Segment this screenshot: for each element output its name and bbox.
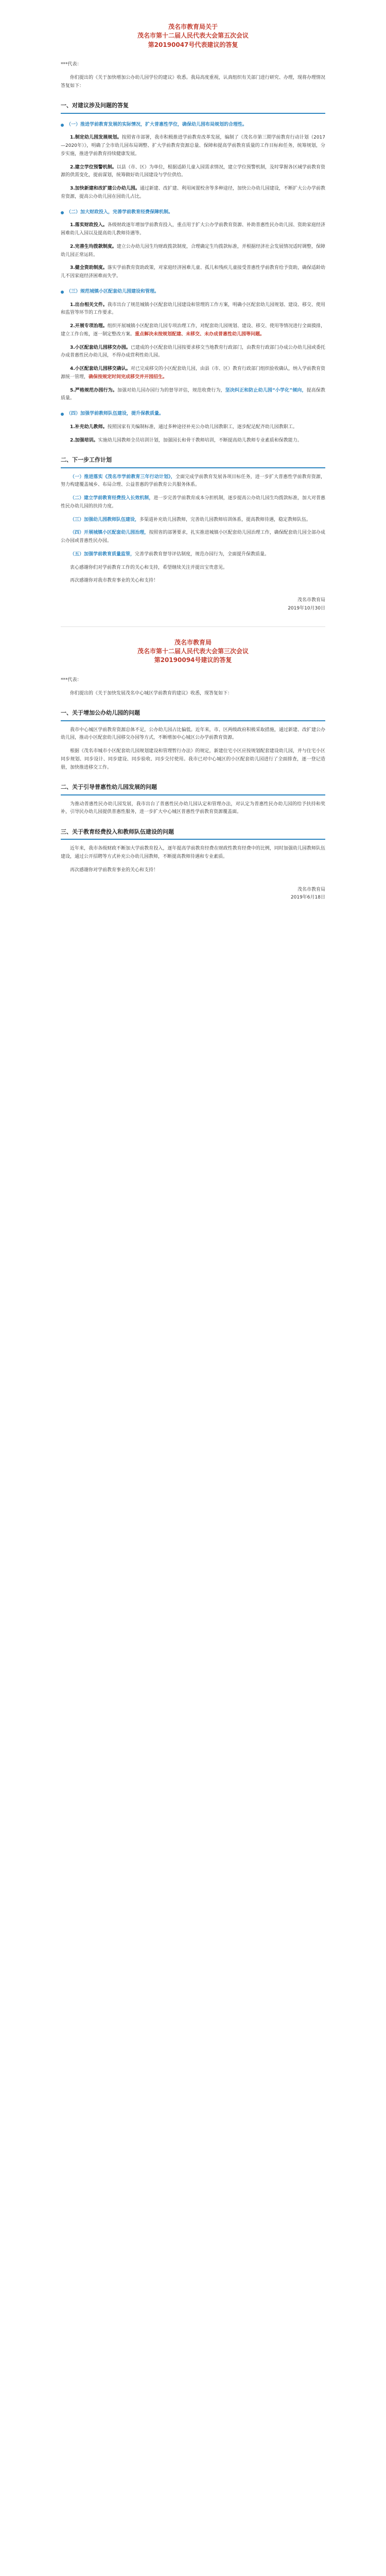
item-lead: 4.小区配套幼儿园移交确认。 — [70, 366, 131, 372]
doc1-item-4-1 — [61, 423, 325, 432]
item-text: 实施幼儿园教师全员培训计划，加强园长和骨干教师培训，不断提高幼儿教师专业素质和保教能力。 — [98, 437, 302, 443]
doc1-plan-3 — [61, 516, 325, 524]
item-text: 提高保教质量。 — [61, 387, 325, 401]
plan-lead: （三）加强幼儿园教师队伍建设， — [70, 517, 140, 522]
doc1-plan-4 — [61, 529, 325, 546]
item-text: 以县（市、区）为单位，根据适龄儿童入园需求情况，建立学位预警机制，及时掌握各区域学前教育资源的供需变化，提前谋划，统筹做好幼儿园建设与学位供给。 — [61, 164, 325, 178]
doc2-section-2-heading: 二、关于引导普惠性幼儿园发展的问题 — [61, 784, 157, 791]
item-lead: 2.建立学位预警机制。 — [70, 164, 117, 170]
plan-text: 全面完成学前教育发展各项目标任务，进一步扩大普惠性学前教育资源，努力构建覆盖城乡、布局合理、公益普惠的学前教育公共服务体系。 — [61, 474, 325, 488]
bullet-dot-icon — [61, 124, 64, 127]
doc2-section-1-heading: 一、关于增加公办幼儿园的问题 — [61, 709, 140, 717]
doc1-subtitle-2 — [61, 209, 325, 217]
doc2-section-3-title — [61, 827, 325, 840]
section-rule — [61, 794, 325, 795]
item-lead: 1.制定幼儿园发展规划。 — [70, 135, 122, 141]
doc1-greeting: ***代表： — [61, 62, 82, 67]
doc1-thanks: 再次感谢你对我市教育事业的关心和支持！ — [70, 578, 159, 584]
doc1-item-2-2 — [61, 243, 325, 260]
doc1-subtitle-4 — [61, 410, 325, 418]
doc2-signature: 茂名市教育局 — [297, 887, 325, 892]
item-text: 通过新建、改扩建、利用闲置校舍等多种途径，加快公办幼儿园建设，不断扩大公办学前教育资源，提高公办幼儿园在园幼儿占比。 — [61, 186, 325, 199]
plan-text: 完善学前教育督导评估制度，规范办园行为，全面提升保教质量。 — [135, 551, 270, 557]
doc2-sec1-para-2: 根据《茂名市城市小区配套幼儿园规划建设和管理暂行办法》的规定，新建住宅小区应按规划配套建设幼儿园，并与住宅小区同步规划、同步设计、同步建设、同步验收、同步交付使用。我市已对中心城区的小区配套幼儿园进行了全面排查，逐一登记造册，加快推进移交工作。 — [61, 749, 325, 770]
doc1-subtitle-4-text: （四）加强学前教师队伍建设，提升保教质量。 — [66, 411, 164, 417]
item-lead: 3.加快新建和改扩建公办幼儿园。 — [70, 186, 140, 192]
doc2-title-line-3: 第20190094号建议的答复 — [154, 656, 232, 664]
plan-text: 按照省的部署要求，扎实推进城镇小区配套幼儿园治理工作，确保配套幼儿园全部办成公办园或普惠性民办园。 — [61, 530, 325, 544]
item-text: 对已完成移交的小区配套幼儿园，由县（市、区）教育行政部门组织验收确认，纳入学前教育资源统一管理， — [61, 366, 325, 380]
doc2-section-3-heading: 三、关于教育经费投入和教师队伍建设的问题 — [61, 828, 174, 836]
item-lead: 1.落实财政投入。 — [70, 223, 108, 228]
doc1-item-4-2 — [61, 437, 325, 445]
section-rule — [61, 720, 325, 721]
item-text: 加强对幼儿园办园行为的督导评估，规范收费行为， — [117, 387, 225, 393]
item-lead: 5.严格规范办园行为。 — [70, 387, 117, 393]
item-lead: 1.补充幼儿教师。 — [70, 424, 108, 430]
doc1-title — [61, 23, 325, 49]
doc1-subtitle-1 — [61, 121, 325, 129]
doc1-item-1-3 — [61, 185, 325, 201]
doc2-thanks: 再次感谢你对学前教育事业的关心和支持！ — [70, 867, 159, 873]
item-lead: 3.健全资助制度。 — [70, 265, 108, 271]
bullet-dot-icon — [61, 211, 64, 214]
doc1-plan-5 — [61, 551, 325, 559]
bullet-dot-icon — [61, 291, 64, 294]
doc1-closing: 衷心感谢你们对学前教育工作的关心和支持，希望继续关注并提出宝贵意见。 — [70, 565, 228, 570]
item-text: 建立公办幼儿园生均财政拨款制度，合理确定生均拨款标准，并根据经济社会发展情况适时调整，保障幼儿园正常运转。 — [61, 244, 325, 258]
doc2-section-1-title — [61, 708, 325, 721]
doc1-plan-2 — [61, 495, 325, 511]
doc1-date: 2019年10月30日 — [288, 605, 325, 611]
item-highlight-blue: 坚决纠正和防止幼儿园“小学化”倾向， — [225, 387, 307, 393]
item-lead: 2.完善生均拨款制度。 — [70, 244, 117, 249]
doc2-date: 2019年6月18日 — [290, 895, 325, 901]
document-divider — [61, 626, 325, 627]
item-highlight: 确保按规定时间完成移交并开园招生。 — [89, 374, 168, 380]
doc1-title-line-3: 第20190047号代表建议的答复 — [148, 41, 238, 48]
doc1-plan-1 — [61, 473, 325, 490]
doc2-sec1-para-1: 我市中心城区学前教育资源总体不足，公办幼儿园占比偏低。近年来，市、区两级政府积极采取措施，通过新建、改扩建公办幼儿园，推动小区配套幼儿园移交办园等方式，不断增加中心城区公办学前教育资源。 — [61, 727, 325, 741]
doc2-greeting: ***代表： — [61, 677, 82, 683]
doc1-subtitle-3 — [61, 288, 325, 296]
doc1-item-3-3 — [61, 344, 325, 361]
doc1-item-3-5 — [61, 387, 325, 403]
plan-lead: （四）开展城镇小区配套幼儿园治理， — [70, 530, 149, 536]
doc1-signature: 茂名市教育局 — [297, 598, 325, 603]
item-highlight: 重点解决未按规划配建、未移交、未办成普惠性幼儿园等问题。 — [135, 331, 265, 337]
doc2-sec2-para-1: 为推动普惠性民办幼儿园发展，我市出台了普惠性民办幼儿园认定和管理办法，对认定为普惠性民办幼儿园的给予扶持和奖补，引导民办幼儿园提供普惠性服务，进一步扩大中心城区普惠性学前教育资源覆盖面。 — [61, 801, 325, 815]
doc1-item-1-1 — [61, 134, 325, 158]
item-text: 按照国家有关编制标准，通过多种途径补充公办幼儿园教职工，逐步配足配齐幼儿园教职工。 — [107, 424, 297, 430]
doc1-title-line-2: 茂名市第十二届人民代表大会第五次会议 — [137, 32, 249, 40]
doc2-intro: 你们提出的《关于加快发展茂名中心城区学前教育的建议》收悉，现答复如下： — [70, 690, 233, 696]
item-text: 各级财政逐年增加学前教育投入，重点用于扩大公办学前教育资源、补助普惠性民办幼儿园、资助家庭经济困难幼儿入园以及提高幼儿教师待遇等。 — [61, 223, 325, 236]
item-lead: 1.出台相关文件。 — [70, 302, 108, 308]
bullet-dot-icon — [61, 413, 64, 416]
item-text: 组织开展城镇小区配套幼儿园专项治理工作，对配套幼儿园规划、建设、移交、使用等情况进行全面摸排，建立工作台账，逐一制定整改方案。 — [61, 324, 325, 337]
section-rule — [61, 839, 325, 840]
plan-lead: （五）加强学前教育质量监管， — [70, 551, 135, 557]
plan-lead: （二）建立学前教育经费投入长效机制， — [70, 496, 154, 501]
doc1-subtitle-3-text: （三）规范城镇小区配套幼儿园建设和管理。 — [66, 289, 160, 294]
doc1-item-3-2 — [61, 323, 325, 339]
doc2-section-2-title — [61, 782, 325, 795]
item-lead: 2.加强培训。 — [70, 437, 98, 443]
doc1-title-line-1: 茂名市教育局关于 — [168, 23, 218, 30]
doc1-section-1-heading: 一、对建议涉及问题的答复 — [61, 102, 129, 109]
doc1-intro: 你们提出的《关于加快增加公办幼儿园学位的建议》收悉。我局高度重视，认真组织有关部门进行研究、办理，现将办理情况答复如下： — [61, 75, 325, 89]
doc2-title-line-1: 茂名市教育局 — [174, 638, 212, 646]
doc1-item-1-2 — [61, 164, 325, 180]
doc2-title — [61, 638, 325, 665]
doc1-item-3-4 — [61, 365, 325, 382]
item-text: 落实学前教育资助政策，对家庭经济困难儿童、孤儿和残疾儿童接受普惠性学前教育给予资助，确保适龄幼儿不因家庭经济困难而失学。 — [61, 265, 325, 279]
doc2-title-line-2: 茂名市第十二届人民代表大会第三次会议 — [137, 648, 249, 655]
item-lead: 3.小区配套幼儿园移交办园。 — [70, 345, 131, 350]
item-text: 按照省市部署，我市积极推进学前教育改革发展，编制了《茂名市第三期学前教育行动计划（2017—2020年）》，明确了全市幼儿园布局调整、扩大学前教育资源总量、保障和提高学前教育质量的工作目标和任务，统筹规划，分步实施，推进学前教育持续健康发展。 — [61, 135, 325, 157]
doc1-section-1-title — [61, 100, 325, 113]
item-text: 已建成的小区配套幼儿园按要求移交当地教育行政部门，由教育行政部门办成公办幼儿园或委托办成普惠性民办幼儿园，不得办成营利性幼儿园。 — [61, 345, 325, 359]
doc1-item-3-1 — [61, 301, 325, 318]
doc1-item-2-1 — [61, 222, 325, 238]
doc1-subtitle-1-text: （一）推进学前教育发展的实际情况，扩大普惠性学位，确保幼儿园布局规划的合理性。 — [66, 122, 248, 127]
section-rule — [61, 113, 325, 114]
item-text: 我市出台了规范城镇小区配套幼儿园建设和管理的工作方案，明确小区配套幼儿园规划、建设、移交、使用和监管等环节的工作要求。 — [61, 302, 325, 316]
doc1-section-2-title — [61, 455, 325, 468]
item-lead: 2.开展专项治理。 — [70, 324, 108, 329]
plan-text: 多渠道补充幼儿园教师，完善幼儿园教师培训体系，提高教师待遇，稳定教师队伍。 — [139, 517, 311, 522]
plan-text: 进一步完善学前教育成本分担机制，逐步提高公办幼儿园生均拨款标准，加大对普惠性民办幼儿园的扶持力度。 — [61, 496, 325, 509]
doc1-section-2-heading: 二、下一步工作计划 — [61, 456, 112, 464]
doc2-sec3-para-1: 近年来，我市各级财政不断加大学前教育投入，逐年提高学前教育经费在财政性教育经费中的比例，同时加强幼儿园教师队伍建设，通过公开招聘等方式补充公办幼儿园教师，不断提高教师待遇和专业素质。 — [61, 846, 325, 860]
doc1-subtitle-2-text: （二）加大财政投入，完善学前教育经费保障机制。 — [66, 209, 173, 215]
section-rule — [61, 467, 325, 468]
plan-lead: （一）推进落实《茂名市学前教育三年行动计划》， — [70, 474, 176, 480]
doc1-item-2-3 — [61, 264, 325, 281]
